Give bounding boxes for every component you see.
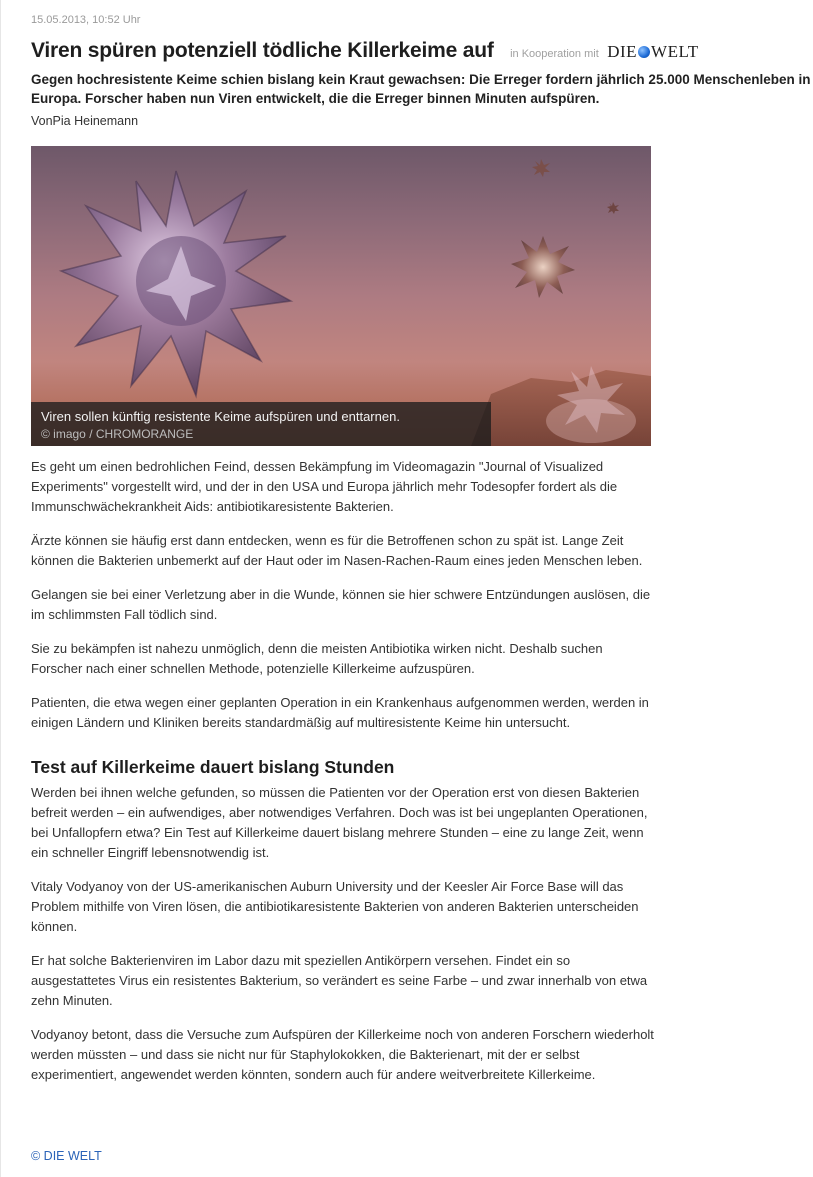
page-left-border: [0, 0, 1, 1177]
paragraph: Patienten, die etwa wegen einer geplanten Operation in ein Krankenhaus aufgenommen werden, werden in einigen Ländern und Kliniken bereits standardmäßig auf multiresistente Keime hin untersucht.: [31, 695, 649, 730]
large-virus: [61, 171, 291, 396]
image-credit: © imago / CHROMORANGE: [41, 427, 194, 441]
article-image[interactable]: [31, 146, 651, 446]
paragraph: Vodyanoy betont, dass die Versuche zum Aufspüren der Killerkeime noch von anderen Forschern wiederholt werden müssten – und dass sie nicht nur für Staphylokokken, die Bakterienart, mit der er selbst experimentiert, angewendet werden könnten, sondern auch für andere weitverbreitete Killerkeime.: [31, 1027, 654, 1082]
paragraph: Es geht um einen bedrohlichen Feind, dessen Bekämpfung im Videomagazin "Journal of Visualized Experiments" vorgestellt wird, und der in den USA und Europa jährlich mehr Todesopfer fordert als die Immunschwächekrankheit Aids: antibiotikaresistente Bakterien.: [31, 459, 618, 514]
cooperation-label: in Kooperation mit: [510, 48, 599, 60]
article-author: VonPia Heinemann: [31, 114, 139, 128]
paragraph: Ärzte können sie häufig erst dann entdecken, wenn es für die Betroffenen schon zu spät ist. Lange Zeit können die Bakterien unbemerkt auf der Haut oder im Nasen-Rachen-Raum eines jeden Menschen leben.: [31, 533, 643, 568]
paragraph: Vitaly Vodyanoy von der US-amerikanischen Auburn University und der Keesler Air Force Base will das Problem mithilfe von Viren lösen, die antibiotikaresistente Bakterien von anderen Bakterien unterscheiden können.: [31, 879, 639, 934]
logo-text-die: DIE: [607, 42, 638, 61]
die-welt-logo[interactable]: [607, 42, 698, 62]
small-virus-1: [532, 159, 550, 177]
article-body: [31, 457, 656, 1099]
paragraph: Er hat solche Bakterienviren im Labor dazu mit speziellen Antikörpern versehen. Findet ein so ausgestattetes Virus ein resistentes Bakterium, so verändert es seine Farbe – und zwar innerhalb von etwa zehn Minuten.: [31, 953, 648, 1008]
paragraph: Werden bei ihnen welche gefunden, so müssen die Patienten vor der Operation erst von diesen Bakterien befreit werden – ein aufwendiges, aber notwendiges Verfahren. Doch was ist bei ungeplanten Operationen, bei Unfallopfern etwa? Ein Test auf Killerkeime dauert bislang mehrere Stunden – eine zu lange Zeit, wenn ein schneller Eingriff lebensnotwendig ist.: [31, 785, 648, 860]
medium-virus: [511, 236, 575, 298]
image-caption-box: [31, 402, 491, 446]
article-timestamp: 15.05.2013, 10:52 Uhr: [31, 14, 141, 26]
paragraph: Gelangen sie bei einer Verletzung aber in die Wunde, können sie hier schwere Entzündungen auslösen, die im schlimmsten Fall tödlich sind.: [31, 587, 651, 622]
title-row: [31, 39, 811, 69]
article-title: Viren spüren potenziell tödliche Killerkeime auf: [31, 39, 494, 62]
article-lead: Gegen hochresistente Keime schien bislang kein Kraut gewachsen: Die Erreger fordern jährlich 25.000 Menschenleben in Europa. Forscher haben nun Viren entwickelt, die die Erreger binnen Minuten aufspüren.: [31, 72, 811, 106]
image-caption: Viren sollen künftig resistente Keime aufspüren und enttarnen.: [41, 409, 400, 424]
globe-icon: [638, 46, 650, 58]
small-virus-2: [607, 202, 619, 214]
logo-text-welt: WELT: [651, 42, 699, 61]
section-heading: Test auf Killerkeime dauert bislang Stunden: [31, 757, 395, 777]
paragraph: Sie zu bekämpfen ist nahezu unmöglich, denn die meisten Antibiotika wirken nicht. Deshalb suchen Forscher nach einer schnellen Methode, potenzielle Killerkeime aufzuspüren.: [31, 641, 603, 676]
virus-illustration: [31, 146, 651, 446]
source-credit-link[interactable]: © DIE WELT: [31, 1149, 102, 1163]
